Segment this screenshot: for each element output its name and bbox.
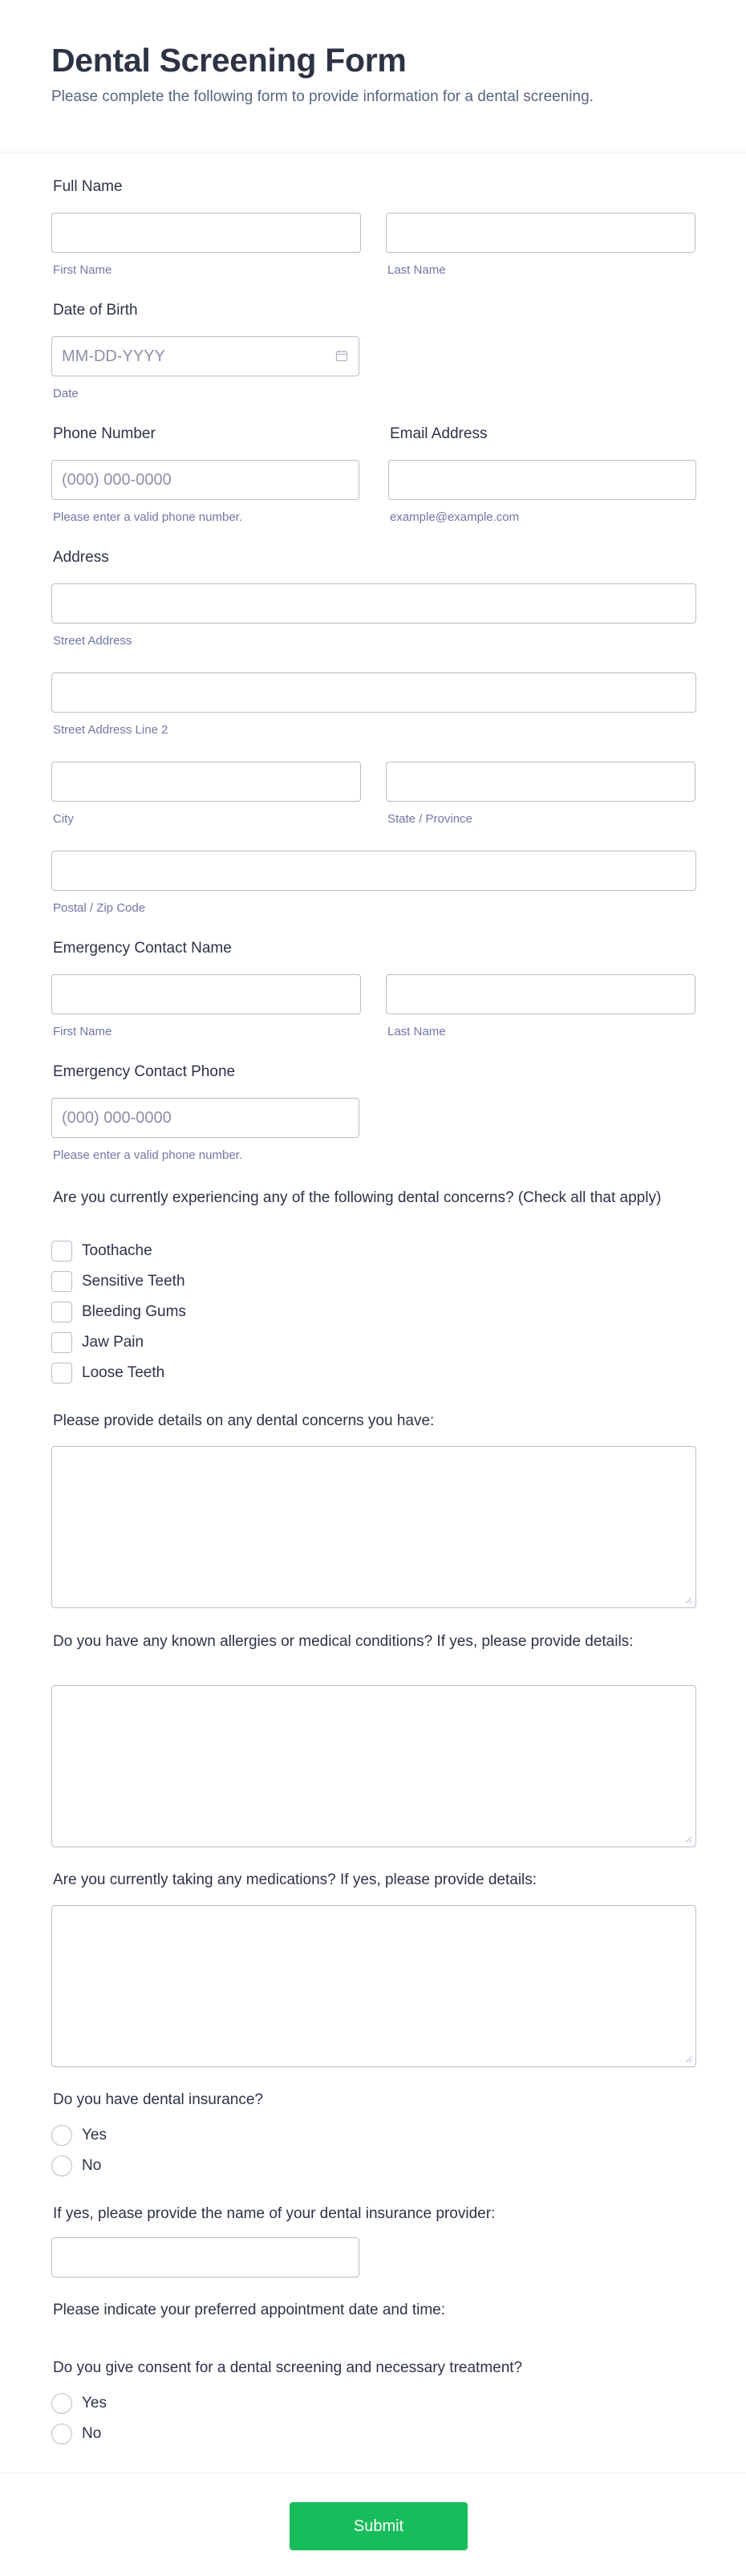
checkbox[interactable]	[51, 1271, 72, 1292]
concerns-label: Are you currently experiencing any of the following dental concerns? (Check all that apply)	[53, 1189, 662, 1206]
provider-label: If yes, please provide the name of your dental insurance provider:	[53, 2205, 496, 2222]
checkbox[interactable]	[51, 1363, 72, 1383]
concern-option-label: Jaw Pain	[82, 1334, 144, 1351]
emergency-phone-input[interactable]	[51, 1098, 359, 1138]
concern-option-label: Toothache	[82, 1242, 152, 1259]
page-title: Dental Screening Form	[51, 42, 407, 79]
state-sublabel: State / Province	[387, 812, 472, 826]
concern-option[interactable]	[51, 1301, 186, 1323]
concern-option[interactable]	[51, 1362, 164, 1384]
submit-button[interactable]: Submit	[290, 2502, 468, 2550]
emergency-last-name-input[interactable]	[386, 974, 695, 1014]
emergency-first-name-input[interactable]	[51, 974, 361, 1014]
city-sublabel: City	[53, 812, 74, 826]
address-label: Address	[53, 549, 109, 566]
insurance-option-yes[interactable]	[51, 2124, 107, 2147]
calendar-icon[interactable]	[335, 349, 348, 362]
consent-option-yes[interactable]	[51, 2392, 107, 2415]
page-subtitle: Please complete the following form to provide information for a dental screening.	[51, 88, 594, 105]
state-input[interactable]	[386, 762, 695, 802]
resize-grip-icon[interactable]	[684, 1835, 692, 1843]
concern-option[interactable]	[51, 1270, 185, 1293]
concern-option-label: Loose Teeth	[82, 1364, 165, 1381]
phone-sublabel: Please enter a valid phone number.	[53, 510, 242, 524]
first-name-sublabel: First Name	[53, 263, 112, 277]
dob-input[interactable]	[51, 336, 359, 376]
insurance-label: Do you have dental insurance?	[53, 2091, 263, 2108]
checkbox[interactable]	[51, 1302, 72, 1323]
concern-option-label: Bleeding Gums	[82, 1303, 186, 1320]
dob-sublabel: Date	[53, 387, 79, 400]
radio-button[interactable]	[51, 2125, 72, 2146]
emergency-name-label: Emergency Contact Name	[53, 940, 232, 957]
radio-button[interactable]	[51, 2393, 72, 2414]
checkbox[interactable]	[51, 1332, 72, 1353]
concern-option-label: Sensitive Teeth	[82, 1273, 185, 1290]
form-header	[0, 0, 746, 152]
email-input[interactable]	[388, 460, 696, 500]
emergency-phone-sublabel: Please enter a valid phone number.	[53, 1148, 242, 1162]
allergies-label: Do you have any known allergies or medical conditions? If yes, please provide details:	[53, 1633, 634, 1650]
email-label: Email Address	[390, 425, 488, 442]
emergency-last-name-sublabel: Last Name	[387, 1025, 446, 1038]
dob-field[interactable]	[51, 336, 359, 376]
details-label: Please provide details on any dental concerns you have:	[53, 1412, 435, 1429]
street-address-line2-sublabel: Street Address Line 2	[53, 723, 168, 737]
phone-label: Phone Number	[53, 425, 156, 442]
medications-label: Are you currently taking any medications? If yes, please provide details:	[53, 1871, 537, 1888]
full-name-label: Full Name	[53, 178, 123, 195]
details-textarea[interactable]	[51, 1446, 696, 1608]
checkbox[interactable]	[51, 1241, 72, 1262]
radio-button[interactable]	[51, 2424, 72, 2444]
street-address-line2-input[interactable]	[51, 672, 696, 713]
first-name-input[interactable]	[51, 213, 361, 253]
email-sublabel: example@example.com	[390, 510, 520, 524]
consent-option-no[interactable]	[51, 2423, 101, 2445]
insurance-option-label: No	[82, 2157, 102, 2174]
city-input[interactable]	[51, 762, 361, 802]
zip-input[interactable]	[51, 851, 696, 891]
insurance-option-label: Yes	[82, 2127, 107, 2143]
zip-sublabel: Postal / Zip Code	[53, 901, 146, 915]
consent-option-label: No	[82, 2425, 102, 2442]
consent-label: Do you give consent for a dental screening and necessary treatment?	[53, 2359, 523, 2376]
concern-option[interactable]	[51, 1240, 152, 1262]
insurance-option-no[interactable]	[51, 2155, 101, 2177]
resize-grip-icon[interactable]	[684, 2055, 692, 2063]
dob-label: Date of Birth	[53, 302, 138, 319]
resize-grip-icon[interactable]	[684, 1596, 692, 1604]
allergies-textarea[interactable]	[51, 1685, 696, 1847]
appointment-label: Please indicate your preferred appointment date and time:	[53, 2302, 446, 2318]
consent-option-label: Yes	[82, 2395, 107, 2411]
last-name-input[interactable]	[386, 213, 695, 253]
emergency-first-name-sublabel: First Name	[53, 1025, 112, 1038]
radio-button[interactable]	[51, 2155, 72, 2176]
footer-divider	[0, 2472, 746, 2473]
last-name-sublabel: Last Name	[387, 263, 446, 277]
concern-option[interactable]	[51, 1331, 144, 1354]
street-address-input[interactable]	[51, 583, 696, 624]
medications-textarea[interactable]	[51, 1905, 696, 2067]
phone-input[interactable]	[51, 460, 359, 500]
provider-input[interactable]	[51, 2237, 359, 2277]
street-address-sublabel: Street Address	[53, 634, 132, 648]
emergency-phone-label: Emergency Contact Phone	[53, 1063, 236, 1080]
